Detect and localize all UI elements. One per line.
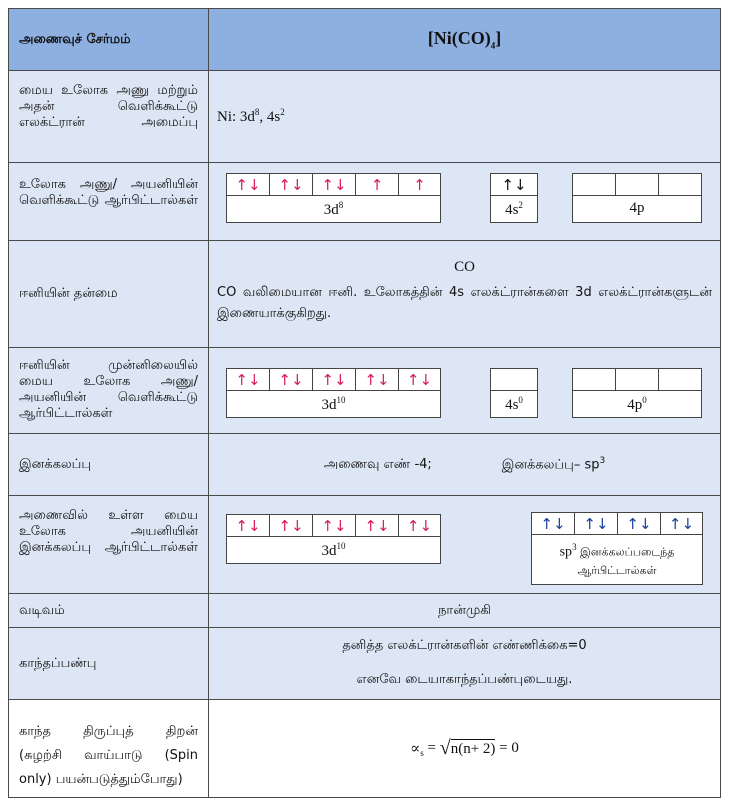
hybridisation-value: [209, 434, 720, 495]
3d-label: $3d^{10}$: [321, 541, 346, 559]
orbital-sp3-4: ↑↓: [661, 513, 702, 535]
ligand-label: ஈனியின் தன்மை: [9, 241, 209, 347]
orbital-4p-2: [616, 174, 659, 196]
orbital-4p-1: [573, 369, 616, 391]
shape-row: [9, 593, 720, 627]
orbital-3d-5: ↑↓: [399, 515, 440, 537]
orbital-3d-3: ↑↓: [313, 515, 356, 537]
ligand-value: [209, 241, 720, 347]
header-right: [209, 9, 720, 70]
sqrt-icon: √: [439, 737, 451, 759]
orbital-3d-1: ↑↓: [227, 515, 270, 537]
diamagnetic-note: எனவே டையாகாந்தப்பண்புடையது.: [356, 672, 573, 687]
header-row: [9, 9, 720, 70]
shape-label: வடிவம்: [9, 594, 209, 627]
orbital-sp3-2: ↑↓: [575, 513, 618, 535]
hybrid-orbitals-row: [9, 495, 720, 593]
orbital-3d-4: ↑: [356, 174, 399, 196]
4p-label: 4p: [629, 200, 645, 216]
orbitals-label: உலோக அணு/ அயனியின் வெளிக்கூட்டு ஆர்பிட்டால்கள்: [9, 163, 209, 240]
4p-orbital-box-ligand: [572, 368, 702, 418]
4p-orbital-box: [572, 173, 702, 223]
ligand-title: CO: [454, 259, 475, 275]
presence-row: [9, 347, 720, 433]
complex-formula: $[Ni(CO)_4]$: [427, 28, 502, 51]
orbital-4p-2: [616, 369, 659, 391]
orbitals-diagram: [209, 163, 720, 240]
header-left-label: அணைவுச் சேர்மம்: [19, 31, 131, 47]
ligand-row: [9, 240, 720, 347]
magnetic-value: [209, 628, 720, 699]
orbital-sp3-1: ↑↓: [532, 513, 575, 535]
config-value: Ni: $3d^8$, $4s^2$: [217, 107, 285, 125]
sp3-orbital-box: [531, 512, 703, 585]
orbital-3d-1: ↑↓: [227, 369, 270, 391]
shape-value: நான்முகி: [438, 602, 491, 618]
orbital-3d-5: ↑: [399, 174, 440, 196]
4s-label: $4s^2$: [505, 200, 523, 218]
orbital-4s: [491, 369, 537, 391]
3d-label: $3d^8$: [323, 200, 344, 218]
magnetic-row: [9, 627, 720, 699]
orbital-3d-4: ↑↓: [356, 515, 399, 537]
orbital-4p-3: [659, 174, 701, 196]
config-row: [9, 70, 720, 162]
orbital-3d-3: ↑↓: [313, 369, 356, 391]
config-label: மைய உலோக அணு மற்றும் அதன் வெளிக்கூட்டு எலக்ட்ரான் அமைப்பு: [9, 71, 209, 162]
spin-only-formula: ∝ $_s$ = √ n(n+ 2) = 0: [410, 737, 519, 759]
orbital-4p-3: [659, 369, 701, 391]
magnetic-label: காந்தப்பண்பு: [9, 628, 209, 699]
orbital-4p-1: [573, 174, 616, 196]
orbital-sp3-3: ↑↓: [618, 513, 661, 535]
orbital-4s: ↑↓: [491, 174, 537, 196]
orbital-3d-5: ↑↓: [399, 369, 440, 391]
hybridisation-label: இனக்கலப்பு: [9, 434, 209, 495]
3d-orbital-box: [226, 173, 441, 223]
presence-diagram: [209, 348, 720, 433]
4s-orbital-box: [490, 173, 538, 223]
orbitals-row: [9, 162, 720, 240]
3d-label: $3d^{10}$: [321, 395, 346, 413]
coordination-number: அணைவு எண் -4;: [323, 456, 432, 472]
sp3-label: $sp^3$ இனக்கலப்படைந்த ஆர்பிட்டால்கள்: [559, 542, 675, 577]
ligand-description: CO வலிமையான ஈனி. உலோகத்தின் 4s எலக்ட்ரான்களை 3d எலக்ட்ரான்களுடன் இணையாக்குகிறது.: [217, 285, 712, 321]
orbital-3d-2: ↑↓: [270, 515, 313, 537]
orbital-3d-3: ↑↓: [313, 174, 356, 196]
unpaired-electrons: தனித்த எலக்ட்ரான்களின் எண்ணிக்கை=0: [342, 638, 587, 653]
3d-orbital-box-complex: [226, 514, 441, 564]
hybridisation-row: [9, 433, 720, 495]
4p-label: $4p^0$: [627, 395, 647, 413]
hybrid-orbitals-label: அணைவில் உள்ள மைய உலோக அயனியின் இனக்கலப்பு ஆர்பிட்டால்கள்: [9, 496, 209, 593]
complex-table: [8, 8, 721, 798]
4s-label: $4s^0$: [505, 395, 523, 413]
hybridisation-type: இனக்கலப்பு– $sp^3$: [501, 455, 606, 473]
presence-label: ஈனியின் முன்னிலையில் மைய உலோக அணு/ அயனியின் வெளிக்கூட்டு ஆர்பிட்டால்கள்: [9, 348, 209, 433]
3d-orbital-box-ligand: [226, 368, 441, 418]
header-left: [9, 9, 209, 70]
moment-label: காந்த திருப்புத் திறன் (சுழற்சி வாய்பாடு (Spin only) பயன்படுத்தும்போது): [9, 700, 209, 797]
moment-formula: [209, 700, 720, 797]
orbital-3d-4: ↑↓: [356, 369, 399, 391]
moment-row: [9, 699, 720, 797]
orbital-3d-1: ↑↓: [227, 174, 270, 196]
hybrid-orbitals-diagram: [209, 496, 720, 593]
orbital-3d-2: ↑↓: [270, 174, 313, 196]
4s-orbital-box-ligand: [490, 368, 538, 418]
orbital-3d-2: ↑↓: [270, 369, 313, 391]
